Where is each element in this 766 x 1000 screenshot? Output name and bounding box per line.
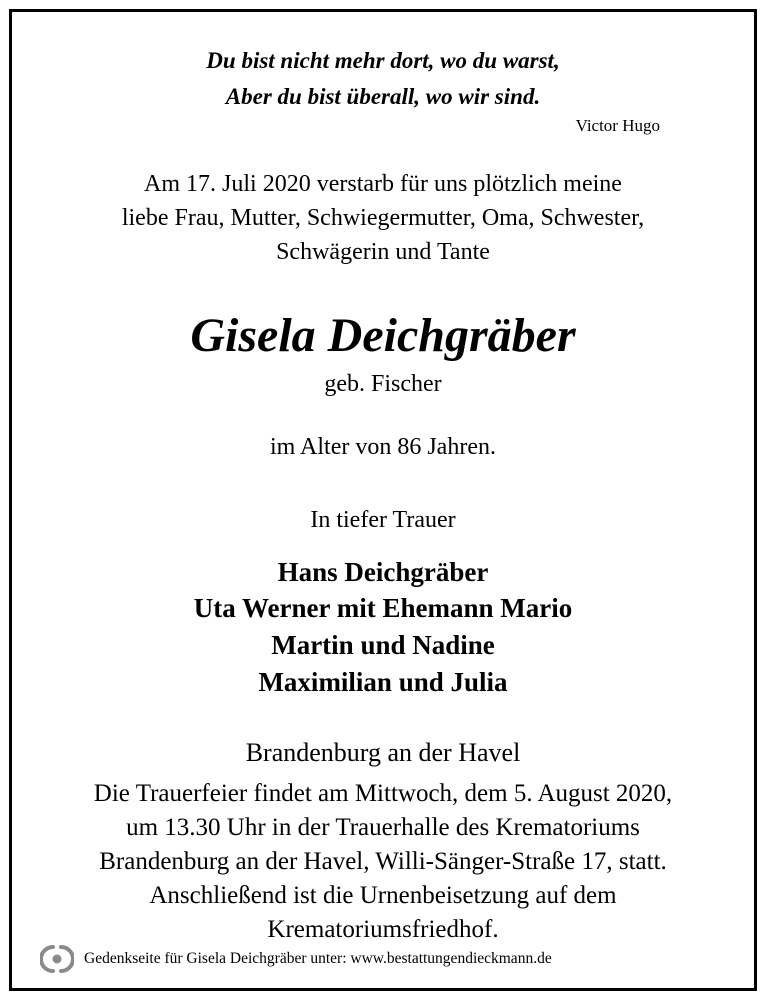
quote-line-1: Du bist nicht mehr dort, wo du warst, (206, 48, 560, 73)
mourning-intro: In tiefer Trauer (310, 507, 456, 533)
memorial-page-link[interactable]: Gedenkseite für Gisela Deichgräber unter: www.bestattungendieckmann.de (84, 950, 552, 967)
intro-line-3: Schwägerin und Tante (276, 239, 490, 265)
age-text: im Alter von 86 Jahren. (270, 434, 496, 460)
deceased-name: Gisela Deichgräber (190, 309, 576, 362)
mourner-name: Uta Werner mit Ehemann Mario (193, 593, 573, 623)
place-name: Brandenburg an der Havel (245, 738, 521, 767)
memorial-page-footer (40, 944, 740, 974)
obituary-notice (9, 9, 757, 991)
mourner-name: Maximilian und Julia (258, 667, 508, 697)
mourner-name: Martin und Nadine (271, 630, 495, 660)
quote-author: Victor Hugo (575, 116, 660, 135)
intro-line-2: liebe Frau, Mutter, Schwiegermutter, Oma, Schwester, (121, 205, 645, 231)
funeral-info-line: Anschließend ist die Urnenbeisetzung auf dem (149, 882, 617, 909)
mourner-name: Hans Deichgräber (277, 557, 489, 587)
quote-line-2: Aber du bist überall, wo wir sind. (225, 84, 541, 109)
memorial-logo-icon (40, 944, 74, 974)
funeral-info-line: Die Trauerfeier findet am Mittwoch, dem 5. August 2020, (93, 780, 673, 807)
birth-name: geb. Fischer (324, 371, 442, 397)
funeral-info-line: Brandenburg an der Havel, Willi-Sänger-Straße 17, statt. (99, 848, 667, 875)
funeral-info-line: Krematoriumsfriedhof. (267, 916, 499, 943)
funeral-info-line: um 13.30 Uhr in der Trauerhalle des Krematoriums (126, 814, 640, 841)
intro-line-1: Am 17. Juli 2020 verstarb für uns plötzlich meine (144, 171, 622, 197)
